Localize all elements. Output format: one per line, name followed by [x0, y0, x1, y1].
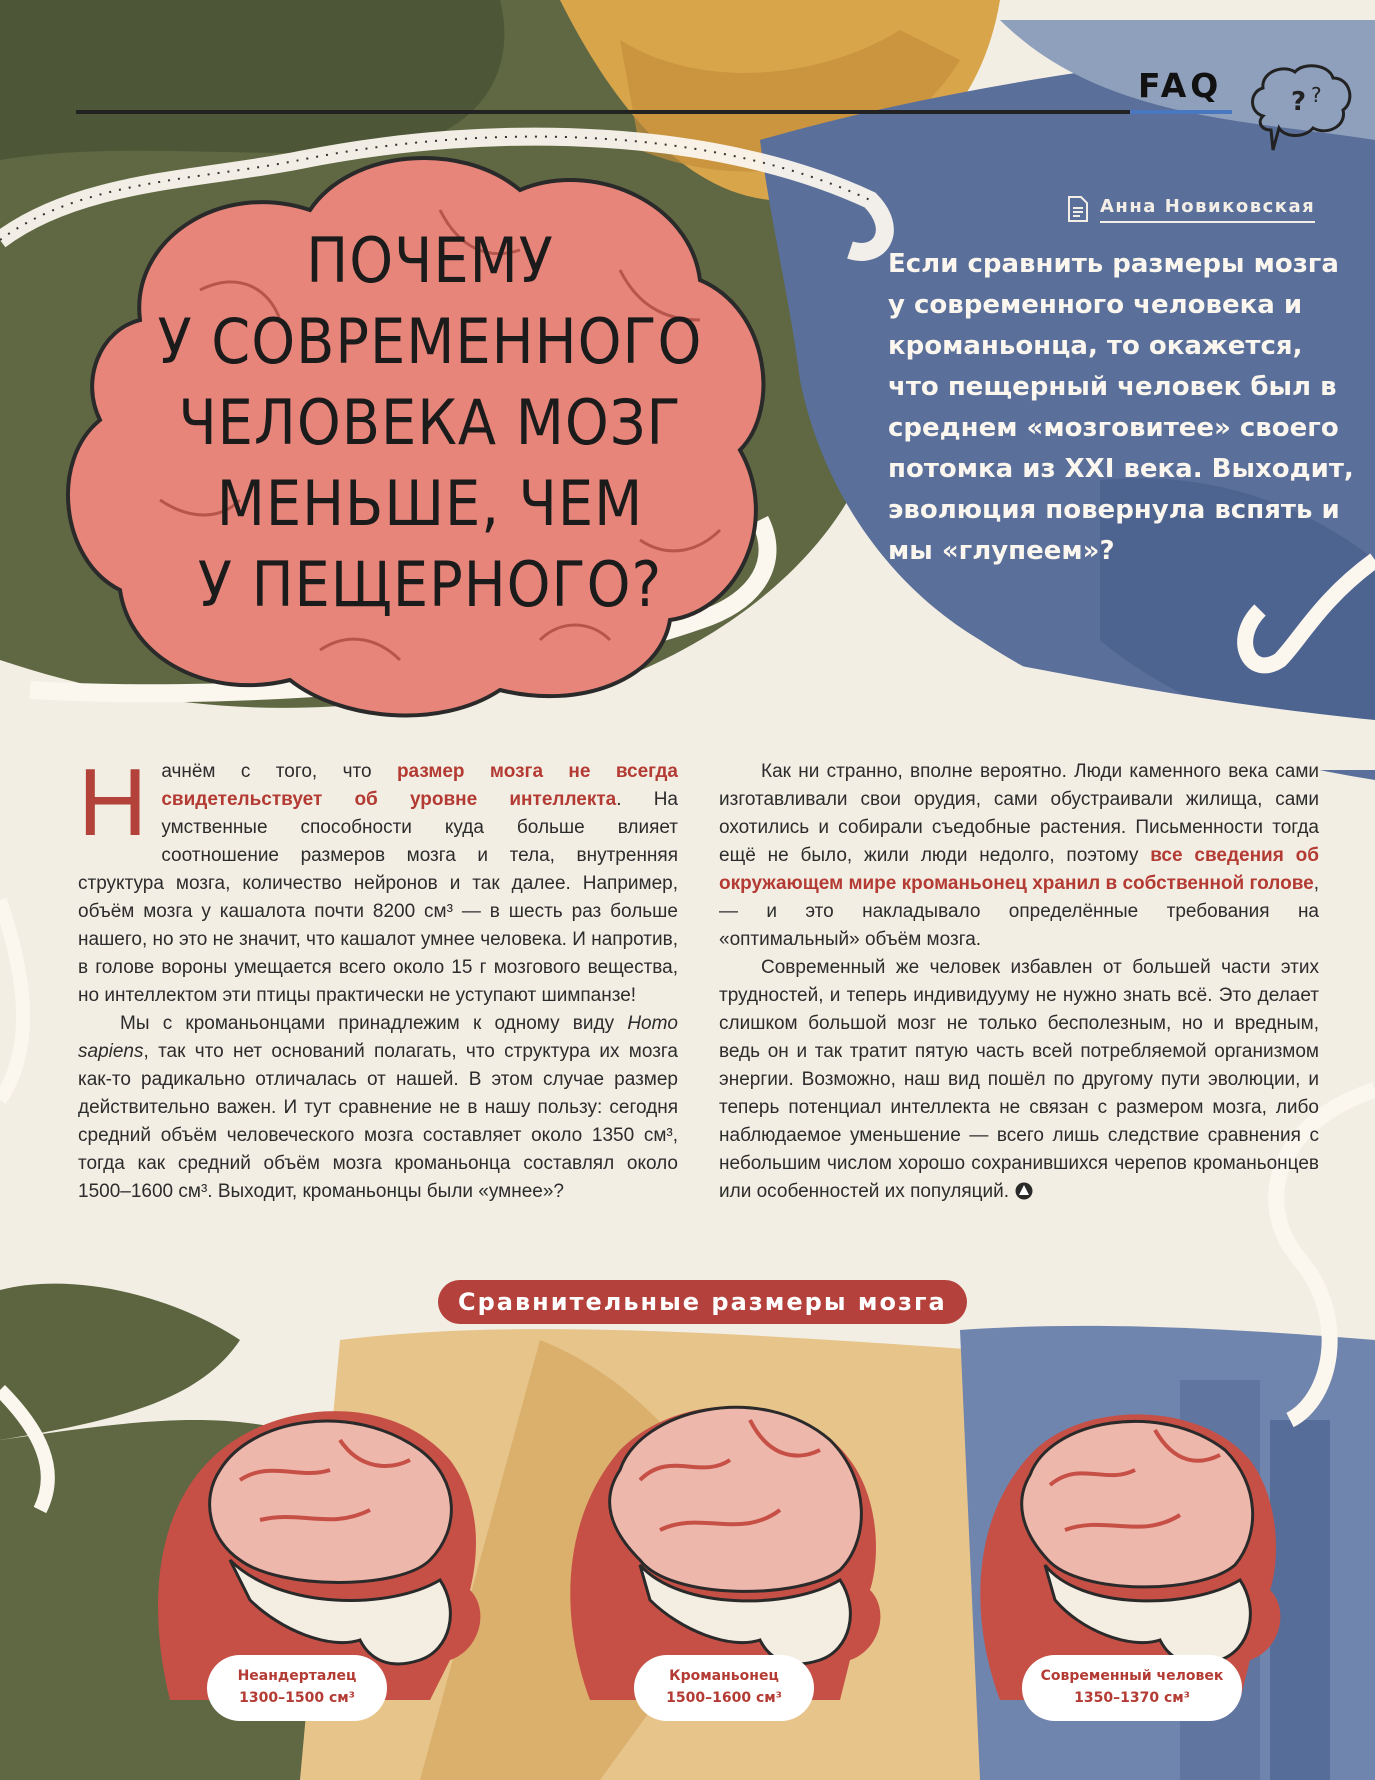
- caption-name: Неандерталец: [237, 1668, 357, 1684]
- text-run: Современный же человек избавлен от большей части этих трудностей, и теперь индивидууму не нужно знать всё. Это делает слишком большой мозг не только бесполезным, но и вредным, ведь он и так тратит пятую часть всей потребляемой организмом энергии. Возможно, наш вид пошёл по другому пути эволюции, и теперь потенциал интеллекта не связан с размером мозга, либо наблюдаемое уменьшение — всего лишь следствие сравнения с небольшим числом хорошо сохранившихся черепов кроманьонцев или особенностей их популяций.: [719, 957, 1319, 1202]
- headline-line: У СОВРЕМЕННОГО: [157, 305, 703, 378]
- body-paragraph: [78, 1010, 678, 1206]
- end-of-article-icon: [1015, 1182, 1033, 1200]
- text-run: . На умственные способности куда больше влияет соотношение размеров мозга и тела, внутренняя структура мозга, количество нейронов и так далее. Например, объём мозга у кашалота почти 8200 см³ — в шесть раз больше нашего, но это не значит, что кашалот умнее человека. И напротив, в голове вороны умещается всего около 15 г мозгового вещества, но интеллектом эти птицы практически не уступают шимпанзе!: [78, 789, 678, 1006]
- section-label: FAQ: [1138, 66, 1223, 105]
- headline: [140, 220, 720, 625]
- headline-line: У ПЕЩЕРНОГО?: [197, 548, 663, 621]
- headline-line: ЧЕЛОВЕКА МОЗГ: [178, 386, 682, 459]
- body-paragraph: [719, 954, 1319, 1206]
- text-run: , так что нет оснований полагать, что структура их мозга как-то радикально отличалась от нашей. В этом случае размер действительно важен. И тут сравнение не в нашу пользу: сегодня средний объём человеческого мозга составляет около 1350 см³, тогда как средний объём мозга кроманьонца составлял около 1500–1600 см³. Выходит, кроманьонцы были «умнее»?: [78, 1041, 678, 1202]
- comparison-title: Сравнительные размеры мозга: [438, 1280, 967, 1324]
- caption-size: 1300–1500 см³: [239, 1690, 355, 1706]
- author-name: Анна Новиковская: [1100, 196, 1315, 223]
- text-run: Мы с кроманьонцами принадлежим к одному виду: [120, 1013, 628, 1034]
- text-run: Как ни странно, вполне вероятно. Люди каменного века сами изготавливали свои орудия, сами обустраивали жилища, сами охотились и собирали съедобные растения. Письменности тогда ещё не было, жили люди недолго, поэтому: [719, 761, 1319, 866]
- svg-text:?: ?: [1291, 87, 1307, 117]
- svg-text:?: ?: [1311, 83, 1322, 107]
- body-paragraph: [78, 749, 678, 1010]
- neanderthal-caption: [207, 1655, 387, 1721]
- neanderthal-head-illustration: [130, 1360, 510, 1700]
- header-rule: [76, 110, 1232, 114]
- cro-magnon-caption: [634, 1655, 814, 1721]
- cro-magnon-head-illustration: [530, 1360, 910, 1700]
- document-icon: [1066, 195, 1090, 223]
- caption-name: Кроманьонец: [669, 1668, 779, 1684]
- body-column-left: [78, 749, 678, 1206]
- lead-paragraph: Если сравнить размеры мозга у современного человека и кроманьонца, то окажется, что пещерный человек был в среднем «мозговитее» своего потомка из XXI века. Выходит, эволюция повернула вспять и мы «глупеем»?: [888, 249, 1354, 566]
- text-run: , — и это накладывало определённые требования на «оптимальный» объём мозга.: [719, 873, 1319, 950]
- caption-name: Современный человек: [1040, 1668, 1224, 1684]
- drop-cap: Н: [78, 749, 148, 856]
- text-run: ачнём с того, что: [161, 761, 397, 782]
- author-byline: [1066, 195, 1315, 223]
- headline-line: МЕНЬШЕ, ЧЕМ: [216, 467, 644, 540]
- brain-question-icon: [1243, 58, 1363, 158]
- highlight-text: все сведения об окружающем мире кроманьонец хранил в собственной голове: [719, 845, 1319, 894]
- caption-size: 1500–1600 см³: [666, 1690, 782, 1706]
- header-rule-accent: [1130, 110, 1232, 114]
- species-name: Homo sapiens: [78, 1013, 678, 1062]
- caption-size: 1350–1370 см³: [1074, 1690, 1190, 1706]
- modern-human-head-illustration: [930, 1360, 1310, 1700]
- headline-line: ПОЧЕМУ: [306, 224, 554, 297]
- highlight-text: размер мозга не всегда свидетельствует об уровне интеллекта: [161, 761, 678, 810]
- modern-human-caption: [1022, 1655, 1242, 1721]
- body-column-right: [719, 758, 1319, 1206]
- body-paragraph: [719, 758, 1319, 954]
